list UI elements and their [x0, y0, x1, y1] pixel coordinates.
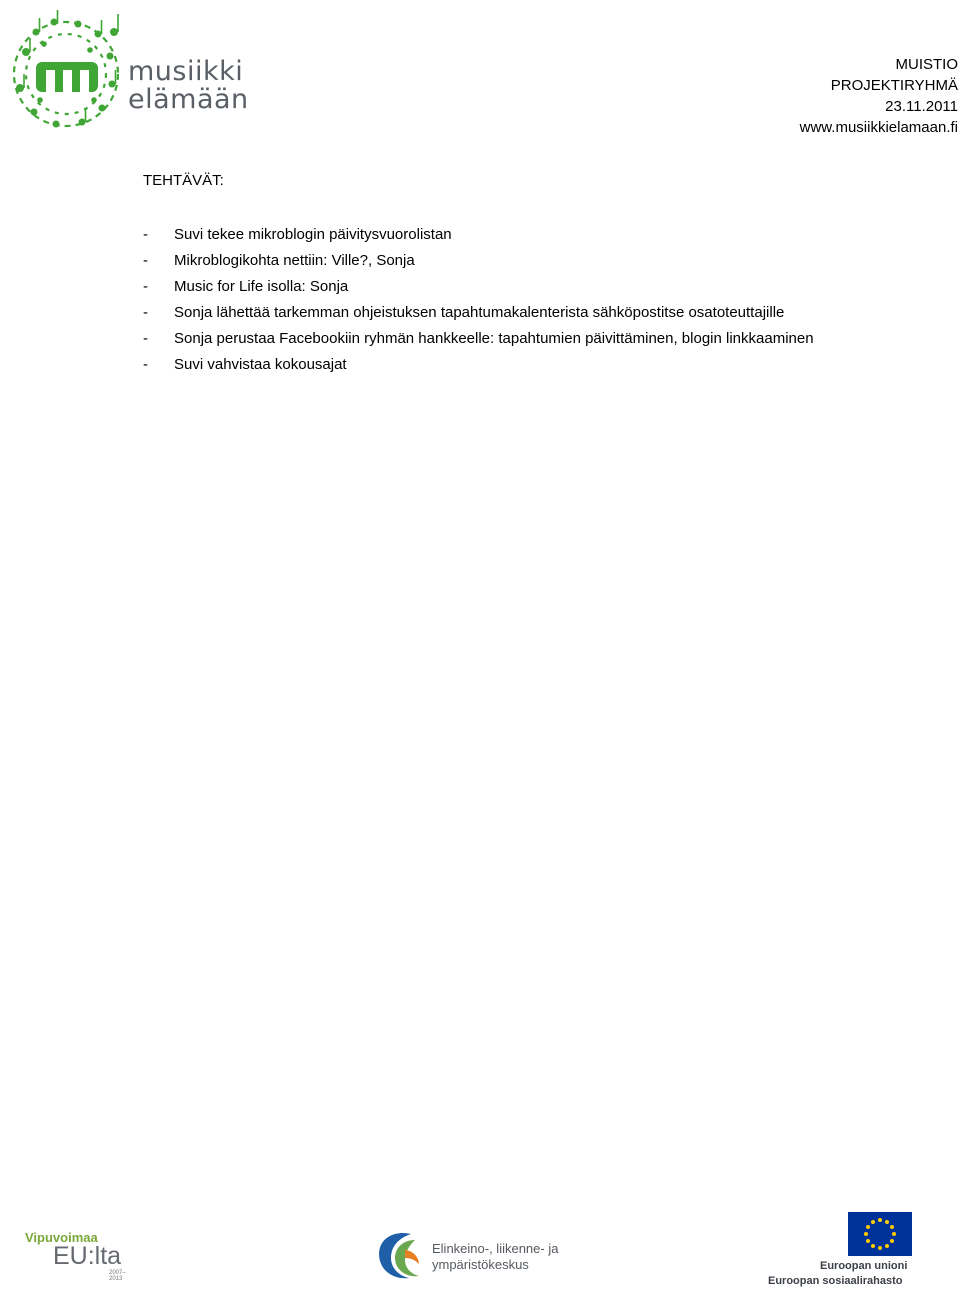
list-bullet: - [143, 278, 148, 295]
task-text: Mikroblogikohta nettiin: Ville?, Sonja [174, 252, 415, 269]
list-item [143, 222, 823, 248]
ely-keskus-logo [375, 1226, 575, 1282]
list-bullet: - [143, 226, 148, 243]
list-item [143, 248, 823, 274]
list-item [143, 274, 823, 300]
vipuvoimaa-eulta-logo [25, 1230, 135, 1280]
section-title-tasks: TEHTÄVÄT: [143, 172, 224, 189]
list-bullet: - [143, 356, 148, 373]
musiikki-elamaan-logo [6, 4, 249, 140]
task-text: Sonja lähettää tarkemman ohjeistuksen tapahtumakalenterista sähköpostitse osatoteuttajille [174, 304, 785, 321]
ely-line2: ympäristökeskus [432, 1257, 529, 1272]
list-item [143, 352, 823, 378]
ely-line1: Elinkeino-, liikenne- ja [432, 1241, 559, 1256]
doc-date: 23.11.2011 [885, 98, 958, 115]
logo-text-elamaan: elämään [128, 84, 249, 115]
document-header [800, 54, 958, 138]
ely-emblem-icon [375, 1228, 425, 1280]
task-text: Suvi tekee mikroblogin päivitysvuorolistan [174, 226, 452, 243]
doc-type: MUISTIO [895, 56, 958, 73]
eu-line2: Euroopan sosiaalirahasto [768, 1275, 903, 1287]
eu-flag-icon [848, 1212, 912, 1256]
eu-text [768, 1259, 907, 1289]
list-bullet: - [143, 252, 148, 269]
music-notes-globe-logo [6, 4, 126, 140]
eu-esr-logo [768, 1212, 913, 1290]
group-name: PROJEKTIRYHMÄ [830, 77, 958, 94]
task-list [143, 222, 823, 378]
list-bullet: - [143, 330, 148, 347]
vipuvoimaa-text: Vipuvoimaa [25, 1230, 98, 1245]
list-bullet: - [143, 304, 148, 321]
task-text: Music for Life isolla: Sonja [174, 278, 349, 295]
website-link[interactable]: www.musiikkielamaan.fi [799, 119, 958, 136]
task-text: Suvi vahvistaa kokousajat [174, 356, 347, 373]
list-item [143, 326, 823, 352]
task-text: Sonja perustaa Facebookiin ryhmän hankkeelle: tapahtumien päivittäminen, blogin linkkaaminen [174, 330, 814, 347]
ely-text [432, 1241, 558, 1273]
eulta-text: EU:lta [53, 1242, 122, 1270]
eu-line1: Euroopan unioni [820, 1260, 908, 1272]
list-item [143, 300, 823, 326]
vipuvoimaa-years: 2007–2013 [109, 1270, 126, 1282]
logo-text-musiikki: musiikki [128, 56, 244, 87]
